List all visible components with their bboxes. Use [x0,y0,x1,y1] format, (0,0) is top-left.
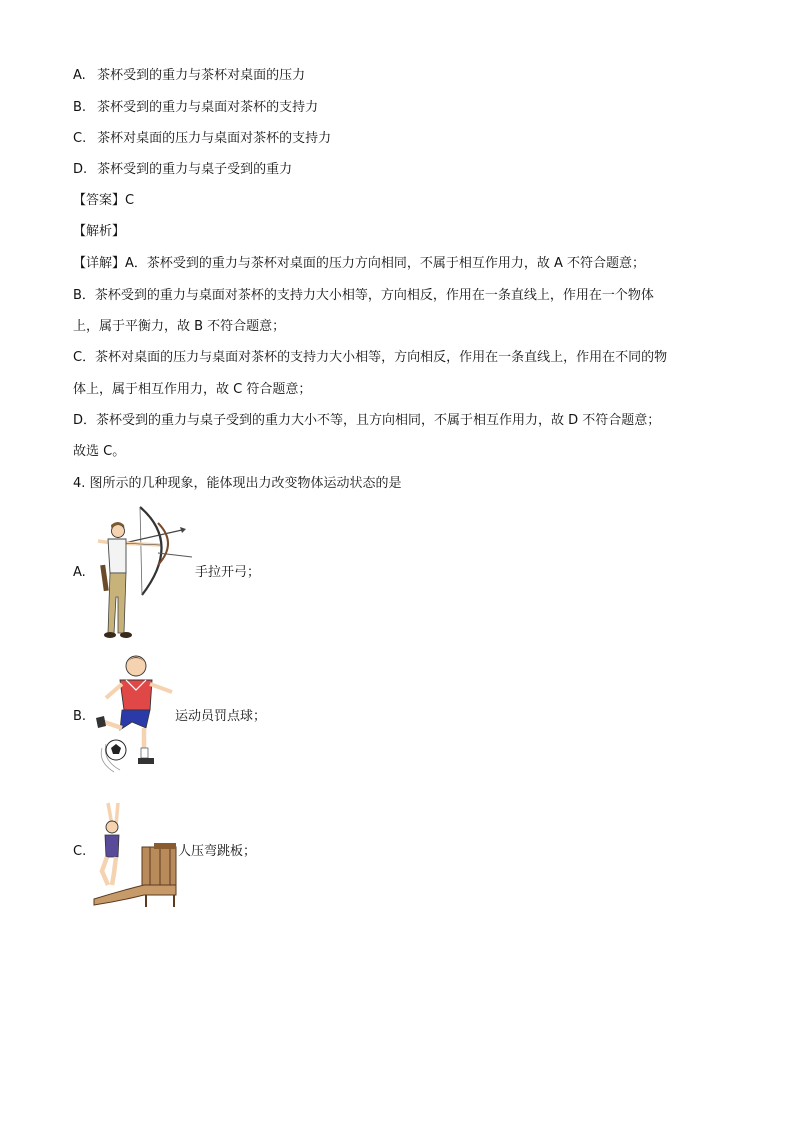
answer-tag: 【答案】 [73,193,126,208]
option-letter: C. [73,131,87,146]
q4-option-a-letter: A. [73,565,86,580]
option-c [73,129,331,149]
option-letter: D. [73,162,88,177]
option-d [73,160,292,180]
q4-option-b-letter: B. [73,709,87,724]
detail-line: 【详解】A．茶杯受到的重力与茶杯对桌面的压力方向相同，不属于相互作用力，故 A 不符合题意； [73,256,646,271]
archer-illustration [94,503,196,641]
answer-value: C [125,193,135,208]
detail-line: 上，属于平衡力，故 B 不符合题意； [73,319,286,334]
detail-line: 体上，属于相互作用力，故 C 符合题意； [73,382,312,397]
q4-option-b-caption: 运动员罚点球； [175,709,267,724]
q4-option-a-caption: 手拉开弓； [195,565,261,580]
detail-line: C．茶杯对桌面的压力与桌面对茶杯的支持力大小相等，方向相反，作用在一条直线上，作用在不同的物 [73,350,668,365]
q4-option-c-caption: 人压弯跳板； [178,844,257,859]
detail-line: 故选 C。 [73,444,126,459]
footballer-illustration [92,652,178,776]
detail-line: D．茶杯受到的重力与桌子受到的重力大小不等，且方向相同，不属于相互作用力，故 D 不符合题意； [73,413,661,428]
diver-illustration [90,795,180,909]
analysis-tag: 【解析】 [73,224,126,239]
question-4-stem: 4. 图所示的几种现象，能体现出力改变物体运动状态的是 [73,476,402,491]
option-text: 茶杯受到的重力与桌子受到的重力 [97,162,293,177]
q4-option-c-letter: C. [73,844,87,859]
detail-line: B．茶杯受到的重力与桌面对茶杯的支持力大小相等，方向相反，作用在一条直线上，作用在一个物体 [73,288,654,303]
option-letter: B. [73,100,87,115]
option-text: 茶杯对桌面的压力与桌面对茶杯的支持力 [97,131,332,146]
option-b [73,98,318,118]
option-text: 茶杯受到的重力与桌面对茶杯的支持力 [97,100,319,115]
option-text: 茶杯受到的重力与茶杯对桌面的压力 [97,68,306,83]
option-a [73,66,305,86]
answer-line [73,191,134,211]
option-letter: A. [73,68,86,83]
